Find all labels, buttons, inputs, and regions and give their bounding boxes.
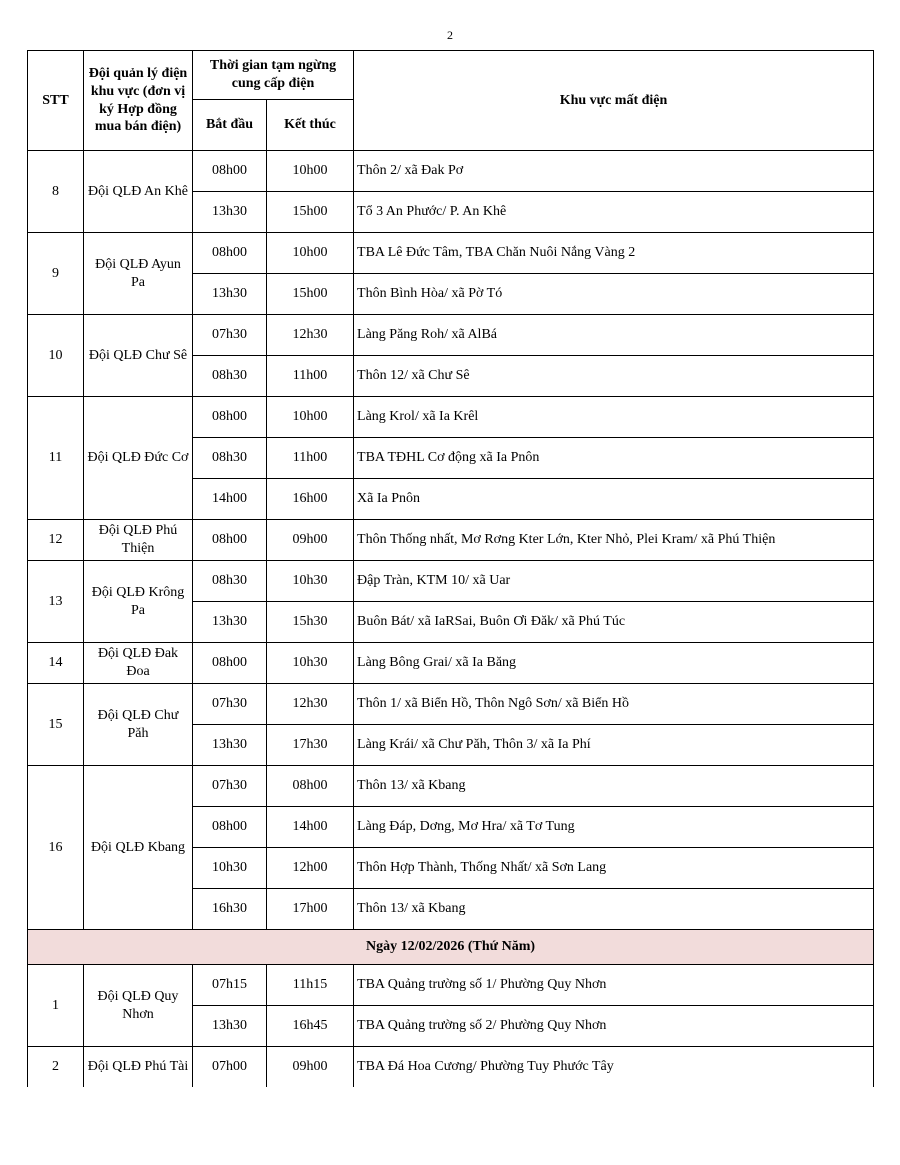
- row-area: Buôn Bát/ xã IaRSai, Buôn Ơi Đăk/ xã Phú Túc: [354, 602, 874, 643]
- row-end-time: 10h30: [267, 561, 354, 602]
- row-start-time: 08h30: [193, 356, 267, 397]
- row-start-time: 08h30: [193, 438, 267, 479]
- row-start-time: 13h30: [193, 725, 267, 766]
- header-start: Bắt đầu: [193, 100, 267, 151]
- row-start-time: 08h00: [193, 807, 267, 848]
- row-area: Thôn Bình Hòa/ xã Pờ Tó: [354, 274, 874, 315]
- row-end-time: 15h00: [267, 274, 354, 315]
- row-start-time: 13h30: [193, 274, 267, 315]
- row-unit: Đội QLĐ Chư Păh: [84, 684, 193, 766]
- row-end-time: 16h00: [267, 479, 354, 520]
- row-stt: 14: [28, 643, 84, 684]
- row-start-time: 08h00: [193, 233, 267, 274]
- row-area: TBA Lê Đức Tâm, TBA Chăn Nuôi Nắng Vàng 2: [354, 233, 874, 274]
- row-area: Tổ 3 An Phước/ P. An Khê: [354, 192, 874, 233]
- row-end-time: 10h00: [267, 151, 354, 192]
- row-area: TBA TĐHL Cơ động xã Ia Pnôn: [354, 438, 874, 479]
- row-start-time: 07h30: [193, 766, 267, 807]
- row-area: Làng Đáp, Dơng, Mơ Hra/ xã Tơ Tung: [354, 807, 874, 848]
- row-stt: 8: [28, 151, 84, 233]
- row-area: Thôn 1/ xã Biển Hồ, Thôn Ngô Sơn/ xã Biển Hồ: [354, 684, 874, 725]
- row-start-time: 10h30: [193, 848, 267, 889]
- row-start-time: 08h00: [193, 397, 267, 438]
- row-end-time: 17h00: [267, 889, 354, 930]
- table-row: [28, 766, 874, 807]
- row-stt: 9: [28, 233, 84, 315]
- row-end-time: 14h00: [267, 807, 354, 848]
- row-end-time: 17h30: [267, 725, 354, 766]
- row-end-time: 12h30: [267, 684, 354, 725]
- row-start-time: 07h00: [193, 1047, 267, 1088]
- header-area: Khu vực mất điện: [354, 51, 874, 151]
- row-unit: Đội QLĐ Krông Pa: [84, 561, 193, 643]
- page-number: 2: [447, 28, 453, 42]
- row-stt: 15: [28, 684, 84, 766]
- row-start-time: 13h30: [193, 1006, 267, 1047]
- row-unit: Đội QLĐ Kbang: [84, 766, 193, 930]
- row-start-time: 08h00: [193, 643, 267, 684]
- header-stt: STT: [28, 51, 84, 151]
- row-start-time: 08h30: [193, 561, 267, 602]
- table-row: [28, 233, 874, 274]
- row-end-time: 11h15: [267, 965, 354, 1006]
- row-end-time: 10h00: [267, 397, 354, 438]
- row-start-time: 07h15: [193, 965, 267, 1006]
- row-unit: Đội QLĐ Đak Đoa: [84, 643, 193, 684]
- row-stt: 13: [28, 561, 84, 643]
- row-stt: 10: [28, 315, 84, 397]
- row-unit: Đội QLĐ Quy Nhơn: [84, 965, 193, 1047]
- row-area: Làng Krol/ xã Ia Krêl: [354, 397, 874, 438]
- table-row: [28, 684, 874, 725]
- outage-schedule-table: [27, 50, 874, 1087]
- row-start-time: 13h30: [193, 192, 267, 233]
- row-stt: 11: [28, 397, 84, 520]
- row-start-time: 13h30: [193, 602, 267, 643]
- date-row: [28, 930, 874, 965]
- row-end-time: 12h30: [267, 315, 354, 356]
- row-start-time: 08h00: [193, 151, 267, 192]
- header-time-group: Thời gian tạm ngừng cung cấp điện: [193, 51, 354, 100]
- header-unit: Đội quản lý điện khu vực (đơn vị ký Hợp đồng mua bán điện): [84, 51, 193, 151]
- row-area: TBA Đá Hoa Cương/ Phường Tuy Phước Tây: [354, 1047, 874, 1088]
- row-area: Đập Tràn, KTM 10/ xã Uar: [354, 561, 874, 602]
- table-row: [28, 965, 874, 1006]
- row-end-time: 15h30: [267, 602, 354, 643]
- row-unit: Đội QLĐ Chư Sê: [84, 315, 193, 397]
- table-row: [28, 561, 874, 602]
- header-end: Kết thúc: [267, 100, 354, 151]
- row-area: Thôn 2/ xã Đak Pơ: [354, 151, 874, 192]
- row-area: Thôn Hợp Thành, Thống Nhất/ xã Sơn Lang: [354, 848, 874, 889]
- row-end-time: 10h30: [267, 643, 354, 684]
- row-end-time: 10h00: [267, 233, 354, 274]
- row-end-time: 09h00: [267, 520, 354, 561]
- row-area: Xã Ia Pnôn: [354, 479, 874, 520]
- table-row: [28, 397, 874, 438]
- row-start-time: 16h30: [193, 889, 267, 930]
- table-row: [28, 1047, 874, 1088]
- row-area: Thôn Thống nhất, Mơ Rơng Kter Lớn, Kter Nhỏ, Plei Kram/ xã Phú Thiện: [354, 520, 874, 561]
- row-start-time: 08h00: [193, 520, 267, 561]
- table-row: [28, 151, 874, 192]
- row-area: TBA Quảng trường số 2/ Phường Quy Nhơn: [354, 1006, 874, 1047]
- row-area: Thôn 13/ xã Kbang: [354, 889, 874, 930]
- table-header: [28, 51, 874, 151]
- row-end-time: 15h00: [267, 192, 354, 233]
- row-end-time: 09h00: [267, 1047, 354, 1088]
- table-body: [28, 151, 874, 1088]
- row-area: TBA Quảng trường số 1/ Phường Quy Nhơn: [354, 965, 874, 1006]
- table-row: [28, 315, 874, 356]
- row-start-time: 14h00: [193, 479, 267, 520]
- row-end-time: 12h00: [267, 848, 354, 889]
- row-stt: 16: [28, 766, 84, 930]
- row-end-time: 08h00: [267, 766, 354, 807]
- table-row: [28, 520, 874, 561]
- row-end-time: 16h45: [267, 1006, 354, 1047]
- row-area: Làng Bông Grai/ xã Ia Băng: [354, 643, 874, 684]
- date-row-label: Ngày 12/02/2026 (Thứ Năm): [28, 930, 874, 965]
- row-stt: 1: [28, 965, 84, 1047]
- row-stt: 12: [28, 520, 84, 561]
- row-area: Làng Păng Roh/ xã AlBá: [354, 315, 874, 356]
- row-area: Thôn 13/ xã Kbang: [354, 766, 874, 807]
- row-start-time: 07h30: [193, 315, 267, 356]
- table-row: [28, 643, 874, 684]
- row-area: Làng Krái/ xã Chư Păh, Thôn 3/ xã Ia Phí: [354, 725, 874, 766]
- row-stt: 2: [28, 1047, 84, 1088]
- row-start-time: 07h30: [193, 684, 267, 725]
- row-unit: Đội QLĐ An Khê: [84, 151, 193, 233]
- row-unit: Đội QLĐ Đức Cơ: [84, 397, 193, 520]
- row-end-time: 11h00: [267, 356, 354, 397]
- row-unit: Đội QLĐ Phú Thiện: [84, 520, 193, 561]
- row-area: Thôn 12/ xã Chư Sê: [354, 356, 874, 397]
- row-unit: Đội QLĐ Ayun Pa: [84, 233, 193, 315]
- row-end-time: 11h00: [267, 438, 354, 479]
- row-unit: Đội QLĐ Phú Tài: [84, 1047, 193, 1088]
